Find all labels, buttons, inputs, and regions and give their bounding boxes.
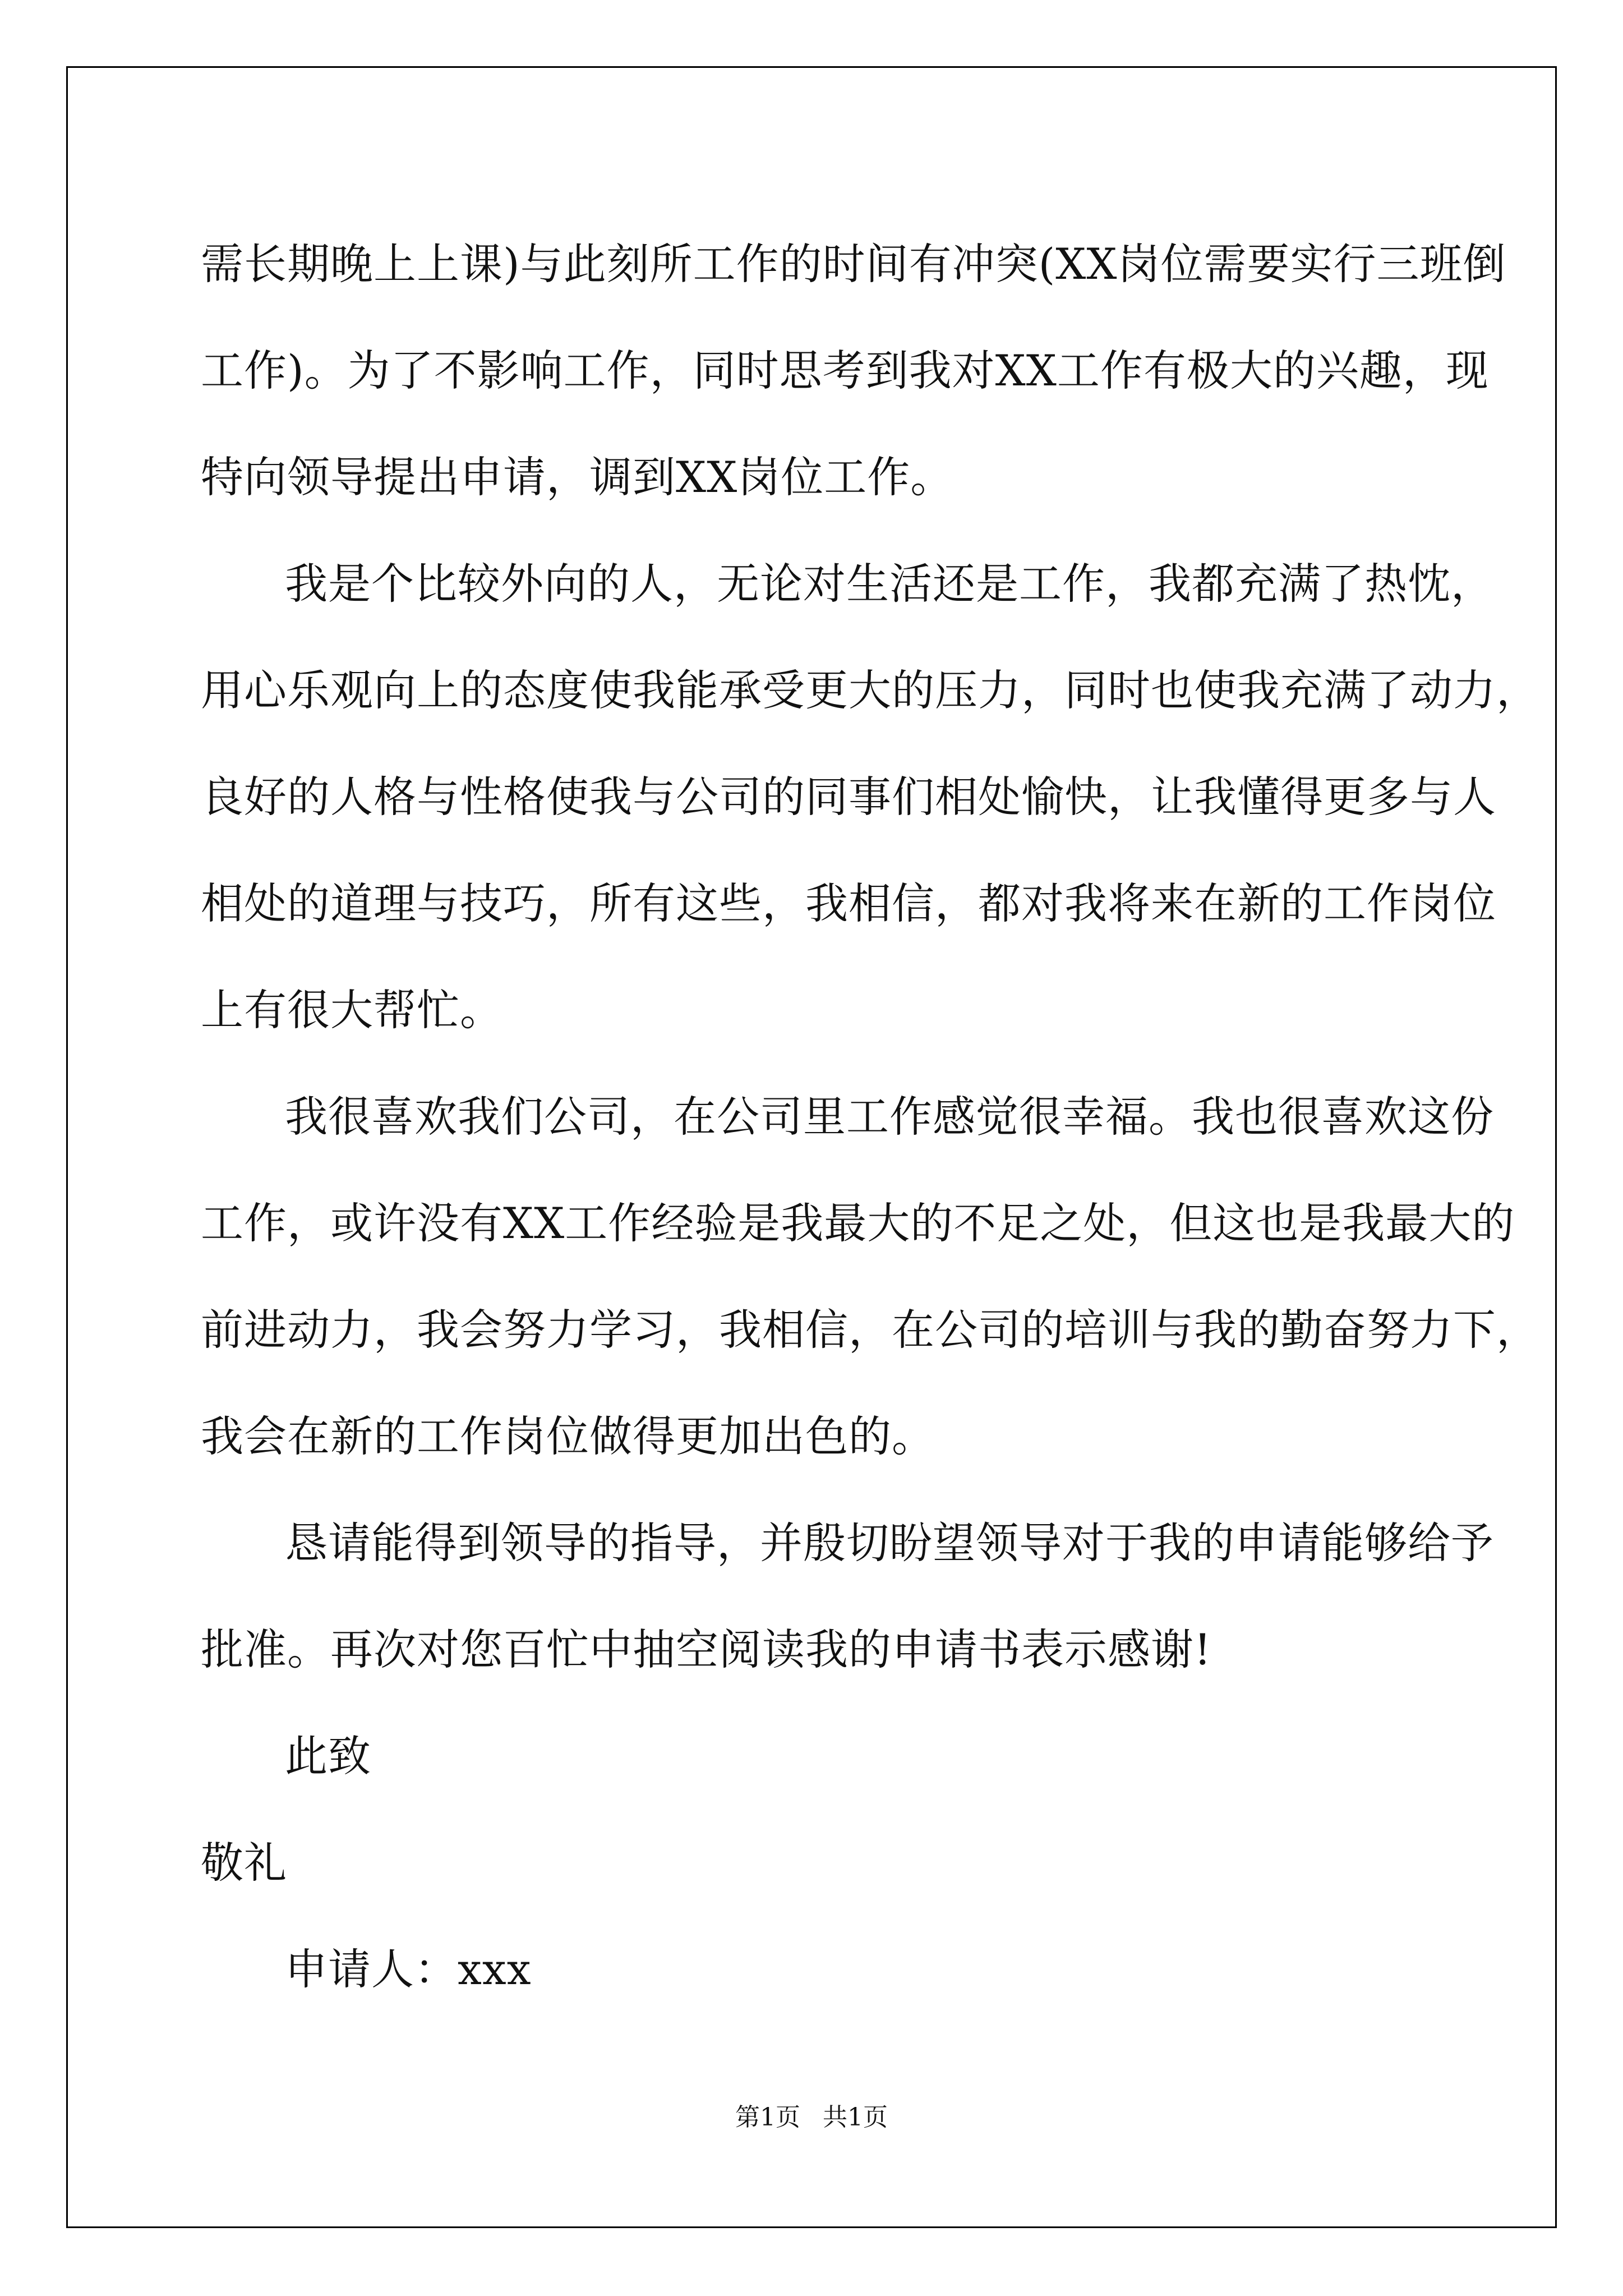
paragraph-start-line: 恳请能得到领导的指导，并殷切盼望领导对于我的申请能够给予 <box>285 1518 1494 1568</box>
page-footer <box>0 2097 1623 2133</box>
page-total: 共1页 <box>823 2103 888 2132</box>
paragraph-start-line: 我是个比较外向的人，无论对生活还是工作，我都充满了热忱， <box>285 559 1494 609</box>
body-line: 批准。再次对您百忙中抽空阅读我的申请书表示感谢! <box>201 1625 1212 1674</box>
document-body <box>201 211 1539 2023</box>
body-line: 工作，或许没有XX工作经验是我最大的不足之处，但这也是我最大的 <box>201 1198 1515 1248</box>
closing-salutation: 此致 <box>285 1731 371 1781</box>
body-line: 我会在新的工作岗位做得更加出色的。 <box>201 1411 935 1461</box>
body-line: 良好的人格与性格使我与公司的同事们相处愉快，让我懂得更多与人 <box>201 772 1496 822</box>
body-line: 前进动力，我会努力学习，我相信，在公司的培训与我的勤奋努力下， <box>201 1305 1539 1355</box>
paragraph-start-line: 我很喜欢我们公司，在公司里工作感觉很幸福。我也很喜欢这份 <box>285 1092 1494 1142</box>
body-line: 需长期晚上上课)与此刻所工作的时间有冲突(XX岗位需要实行三班倒 <box>201 239 1506 289</box>
page-number: 第1页 <box>735 2103 800 2132</box>
body-line: 特向领导提出申请，调到XX岗位工作。 <box>201 452 954 502</box>
body-line: 相处的道理与技巧，所有这些，我相信，都对我将来在新的工作岗位 <box>201 878 1496 928</box>
applicant-signature: 申请人：xxx <box>285 1944 532 1994</box>
closing-regards: 敬礼 <box>201 1838 287 1888</box>
body-line: 上有很大帮忙。 <box>201 985 503 1035</box>
body-line: 工作)。为了不影响工作，同时思考到我对XX工作有极大的兴趣，现 <box>201 346 1489 395</box>
body-line: 用心乐观向上的态度使我能承受更大的压力，同时也使我充满了动力， <box>201 665 1539 715</box>
